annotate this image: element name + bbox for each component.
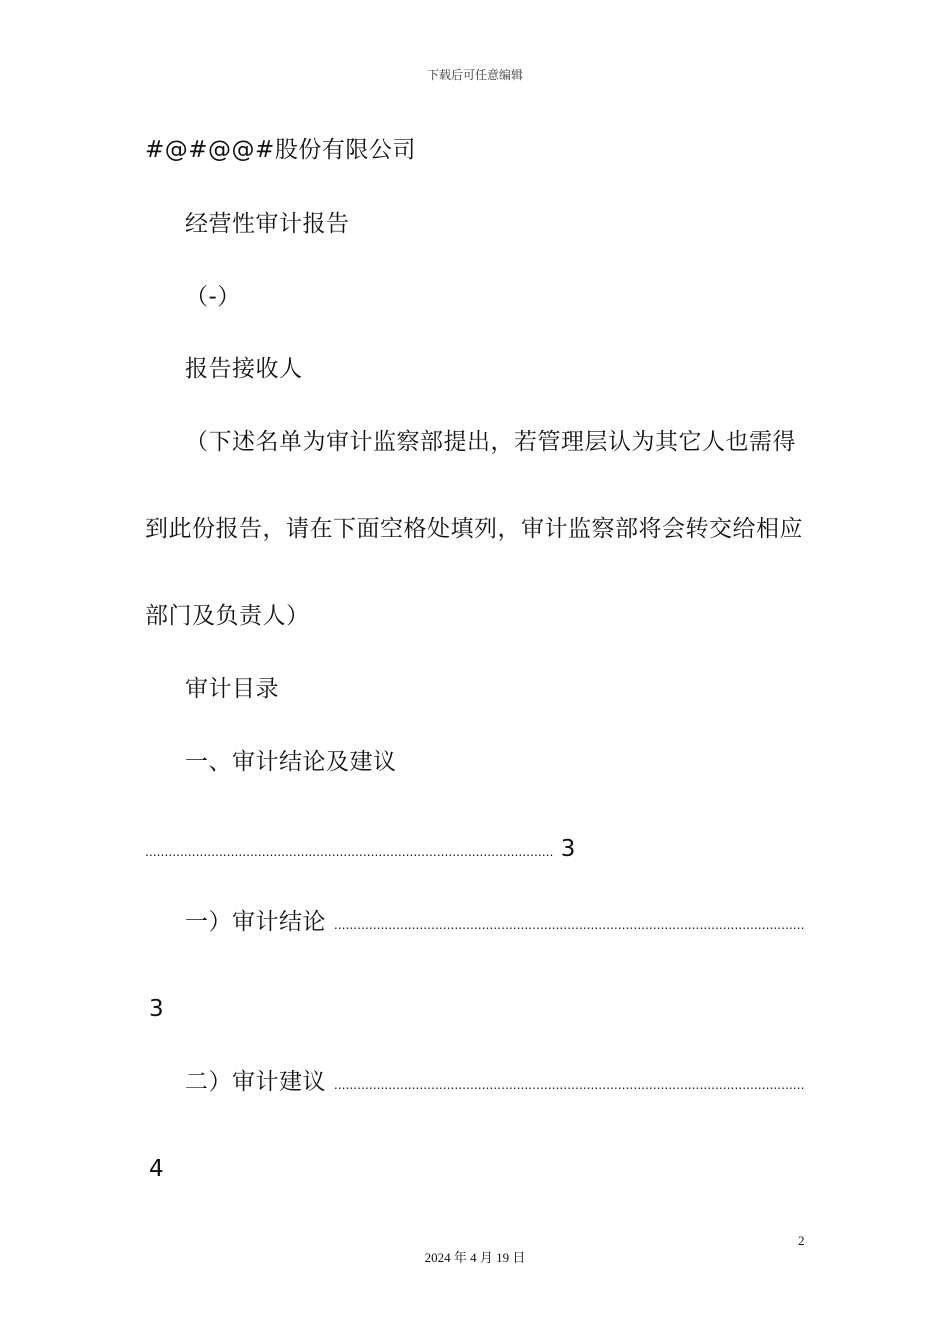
note-line-1: （下述名单为审计监察部提出，若管理层认为其它人也需得 (185, 429, 796, 455)
company-name: #@#@@#股份有限公司 (145, 137, 416, 163)
report-title: 经营性审计报告 (185, 211, 350, 237)
dot-leader: ......................................................................................................... (145, 843, 554, 859)
dot-leader: ......................................................................................................................... (333, 916, 805, 932)
toc-heading: 审计目录 (185, 676, 279, 702)
note-line-2: 到此份报告，请在下面空格处填列，审计监察部将会转交给相应 (145, 516, 803, 542)
toc-item-1-1-label: 一）审计结论 (185, 909, 326, 935)
header-note: 下载后可任意编辑 (426, 68, 523, 82)
toc-item-1-2-label: 二）审计建议 (185, 1069, 326, 1095)
toc-item-1-1-page: 3 (149, 996, 165, 1022)
dot-leader: ......................................................................................................................... (333, 1076, 805, 1092)
footer-date: 2024 年 4 月 19 日 (424, 1250, 526, 1265)
toc-item-1-1-row (185, 908, 807, 938)
toc-item-1-page: 3 (560, 836, 576, 862)
number-mark: （-） (185, 284, 241, 310)
page-number: 2 (798, 1233, 805, 1248)
toc-item-1-leader (145, 835, 807, 865)
toc-item-1-label: 一、审计结论及建议 (185, 749, 397, 775)
toc-item-1-2-page: 4 (149, 1156, 165, 1182)
note-line-3: 部门及负责人） (145, 603, 310, 629)
recipient-label: 报告接收人 (185, 356, 303, 382)
toc-item-1-2-row (185, 1068, 807, 1098)
